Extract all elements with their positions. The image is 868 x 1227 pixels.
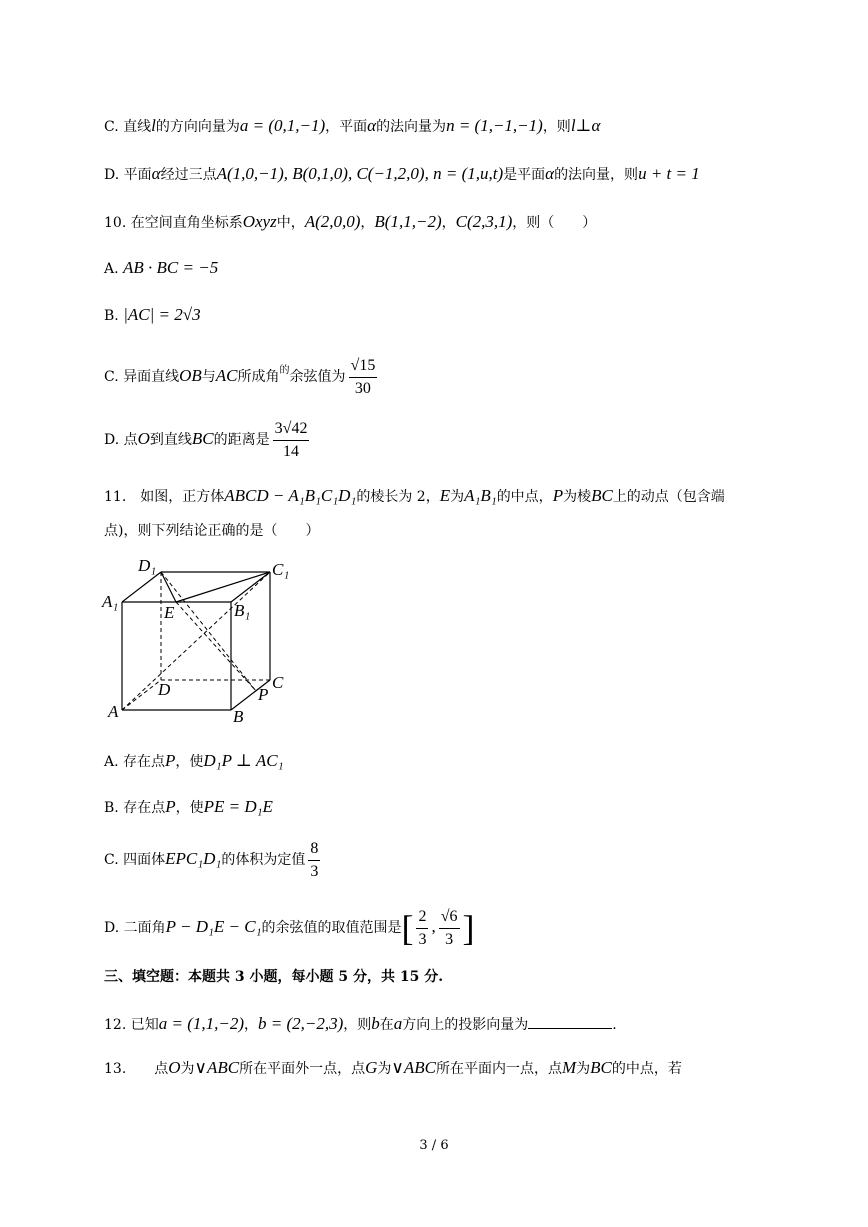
text: 的法向量，则 [554, 167, 639, 183]
text: 方向上的投影向量为 [402, 1017, 529, 1033]
equation: u + t = 1 [638, 164, 700, 183]
question-12 [104, 1014, 617, 1035]
option-11d [104, 904, 475, 951]
label-d: D [158, 680, 171, 699]
line-ac: AC [215, 366, 238, 385]
text: 的中点，若 [611, 1061, 682, 1077]
point-a: A(2,0,0) [304, 212, 361, 231]
option-9c-prefix: C. 直线 [104, 119, 152, 135]
point-p: P [552, 486, 564, 505]
denominator: 30 [354, 379, 371, 397]
section-3-heading [104, 967, 443, 987]
line-ob: OB [179, 366, 202, 385]
denominator: 3 [418, 930, 427, 948]
answer-blank[interactable] [528, 1014, 612, 1029]
edge-b1c1 [231, 572, 270, 602]
question-10 [104, 212, 596, 233]
vector-a: a = (1,1,−2) [158, 1014, 244, 1033]
question-11-prefix: 11. 如图，正方体 [104, 489, 225, 505]
text: 的体积为定值 [221, 852, 306, 868]
text: ， [243, 1017, 258, 1033]
option-11c-prefix: C. 四面体 [104, 852, 166, 868]
option-11a-prefix: A. 存在点 [104, 754, 166, 770]
text: 的距离是 [213, 432, 270, 448]
text: 上的动点（包含端 [612, 489, 725, 505]
segment-d1e [161, 572, 176, 602]
point-p: P [165, 751, 176, 770]
coord-system: Oxyz [242, 212, 277, 231]
denominator: 3 [445, 930, 454, 948]
option-9d-prefix: D. 平面 [104, 167, 152, 183]
text: ，使 [175, 754, 204, 770]
option-10c [104, 348, 380, 400]
numerator: √6 [439, 906, 460, 929]
question-10-prefix: 10. 在空间直角坐标系 [104, 215, 243, 231]
text: . [612, 1017, 617, 1033]
text: 为 [576, 1061, 591, 1077]
text: 经过三点 [160, 167, 217, 183]
option-10d-prefix: D. 点 [104, 432, 138, 448]
expression: P − D₁E − C₁ [165, 917, 262, 936]
alpha: α [367, 116, 377, 135]
expression: D₁P ⊥ AC₁ [203, 751, 284, 770]
text: 在 [379, 1017, 394, 1033]
text: 所在平面外一点，点 [239, 1061, 366, 1077]
expression: AB · BC = −5 [123, 258, 219, 277]
text: 是平面 [503, 167, 546, 183]
label-a: A [108, 702, 119, 721]
text: 中， [276, 215, 305, 231]
label-b: B [233, 707, 244, 726]
comma: , [431, 917, 436, 936]
left-bracket: [ [401, 908, 414, 948]
text: 与 [201, 369, 216, 385]
option-11a [104, 751, 283, 772]
question-13-prefix: 13. 点 [104, 1061, 169, 1077]
line-bc: BC [191, 429, 214, 448]
numerator: √15 [349, 355, 378, 378]
points: A(1,0,−1), B(0,1,0), C(−1,2,0), n = (1,u,t) [216, 164, 504, 183]
conclusion: l⊥α [570, 116, 601, 135]
alpha: α [545, 164, 555, 183]
text: ，平面 [325, 119, 368, 135]
text: ， [360, 215, 375, 231]
point-e: E [439, 486, 451, 505]
fraction [439, 906, 460, 951]
label-c1: C₁ [272, 560, 290, 579]
alpha: α [151, 164, 161, 183]
text: 点)，则下列结论正确的是（ ） [104, 523, 320, 539]
option-9d [104, 164, 700, 185]
edge-bc: BC [591, 486, 613, 505]
question-12-prefix: 12. 已知 [104, 1017, 159, 1033]
option-10b [104, 305, 201, 326]
text: 所在平面内一点，点 [435, 1061, 562, 1077]
edge-a1d1 [122, 572, 161, 602]
text: ，则（ ） [512, 215, 597, 231]
point-b: B(1,1,−2) [374, 212, 442, 231]
text: 到直线 [149, 432, 192, 448]
text: 的方向向量为 [155, 119, 240, 135]
segment-d1p [161, 572, 256, 691]
text: 为 [377, 1061, 392, 1077]
triangle-abc: ∨ABC [391, 1058, 436, 1077]
expression: |AC| = 2√3 [123, 305, 201, 324]
label-e: E [164, 603, 175, 622]
point-m: M [561, 1058, 577, 1077]
option-10b-prefix: B. [104, 308, 119, 324]
point-c: C(2,3,1) [455, 212, 513, 231]
numerator: 2 [416, 906, 428, 929]
option-11c [104, 836, 323, 883]
text: ，使 [175, 800, 204, 816]
option-10a [104, 258, 218, 279]
vector-a: a [393, 1014, 403, 1033]
label-b1: B₁ [234, 601, 251, 620]
question-13 [104, 1058, 682, 1079]
option-10a-prefix: A. [104, 261, 119, 277]
segment-a1b1: A₁B₁ [464, 486, 497, 505]
label-p: P [258, 685, 269, 704]
numerator: 3√42 [273, 418, 310, 441]
line-l: l [151, 116, 156, 135]
question-11-line1 [104, 486, 725, 507]
option-11b-prefix: B. 存在点 [104, 800, 166, 816]
text: 的棱长为 2， [356, 489, 440, 505]
label-a1: A₁ [102, 592, 119, 611]
numerator: 8 [308, 838, 320, 861]
right-bracket: ] [462, 908, 475, 948]
point-g: G [365, 1058, 378, 1077]
vector-a: a = (0,1,−1) [239, 116, 326, 135]
text: ，则 [542, 119, 571, 135]
page-number: 3 / 6 [419, 1138, 449, 1153]
point-o: O [168, 1058, 181, 1077]
vector-n: n = (1,−1,−1) [446, 116, 543, 135]
text: 的余弦值的取值范围是 [261, 920, 402, 936]
fraction [416, 906, 428, 951]
question-11-line2 [104, 521, 319, 541]
option-10d [104, 416, 312, 463]
point-o: O [137, 429, 150, 448]
point-p: P [165, 797, 176, 816]
triangle-abc: ∨ABC [194, 1058, 240, 1077]
segment-ec1 [176, 572, 270, 602]
text: 的中点， [496, 489, 553, 505]
denominator: 3 [310, 862, 319, 880]
label-d1: D₁ [138, 556, 157, 575]
expression: PE = D₁E [203, 797, 273, 816]
text: 的 [279, 365, 290, 376]
option-10c-prefix: C. 异面直线 [104, 369, 180, 385]
text: 所成角 [237, 369, 280, 385]
text: 余弦值为 [289, 369, 346, 385]
cube-name: ABCD − A₁B₁C₁D₁ [224, 486, 357, 505]
vector-b: b = (2,−2,3) [257, 1014, 344, 1033]
text: 三、填空题：本题共 3 小题，每小题 5 分，共 15 分. [104, 969, 444, 985]
denominator: 14 [283, 442, 300, 460]
option-9c [104, 116, 600, 137]
label-c: C [272, 673, 284, 692]
text: ，则 [343, 1017, 372, 1033]
option-11d-prefix: D. 二面角 [104, 920, 166, 936]
text: 的法向量为 [376, 119, 447, 135]
edge-ad [122, 680, 161, 710]
text: ， [441, 215, 456, 231]
option-11b [104, 797, 273, 818]
vector-b: b [371, 1014, 380, 1033]
expression: EPC₁D₁ [165, 849, 222, 868]
text: 为 [450, 489, 465, 505]
fraction [349, 355, 378, 400]
diagonal-ac1 [122, 572, 270, 710]
cube-figure [96, 552, 306, 732]
text: 为棱 [563, 489, 592, 505]
text: 为 [180, 1061, 195, 1077]
fraction [308, 838, 320, 883]
fraction [273, 418, 310, 463]
segment-bc: BC [590, 1058, 612, 1077]
